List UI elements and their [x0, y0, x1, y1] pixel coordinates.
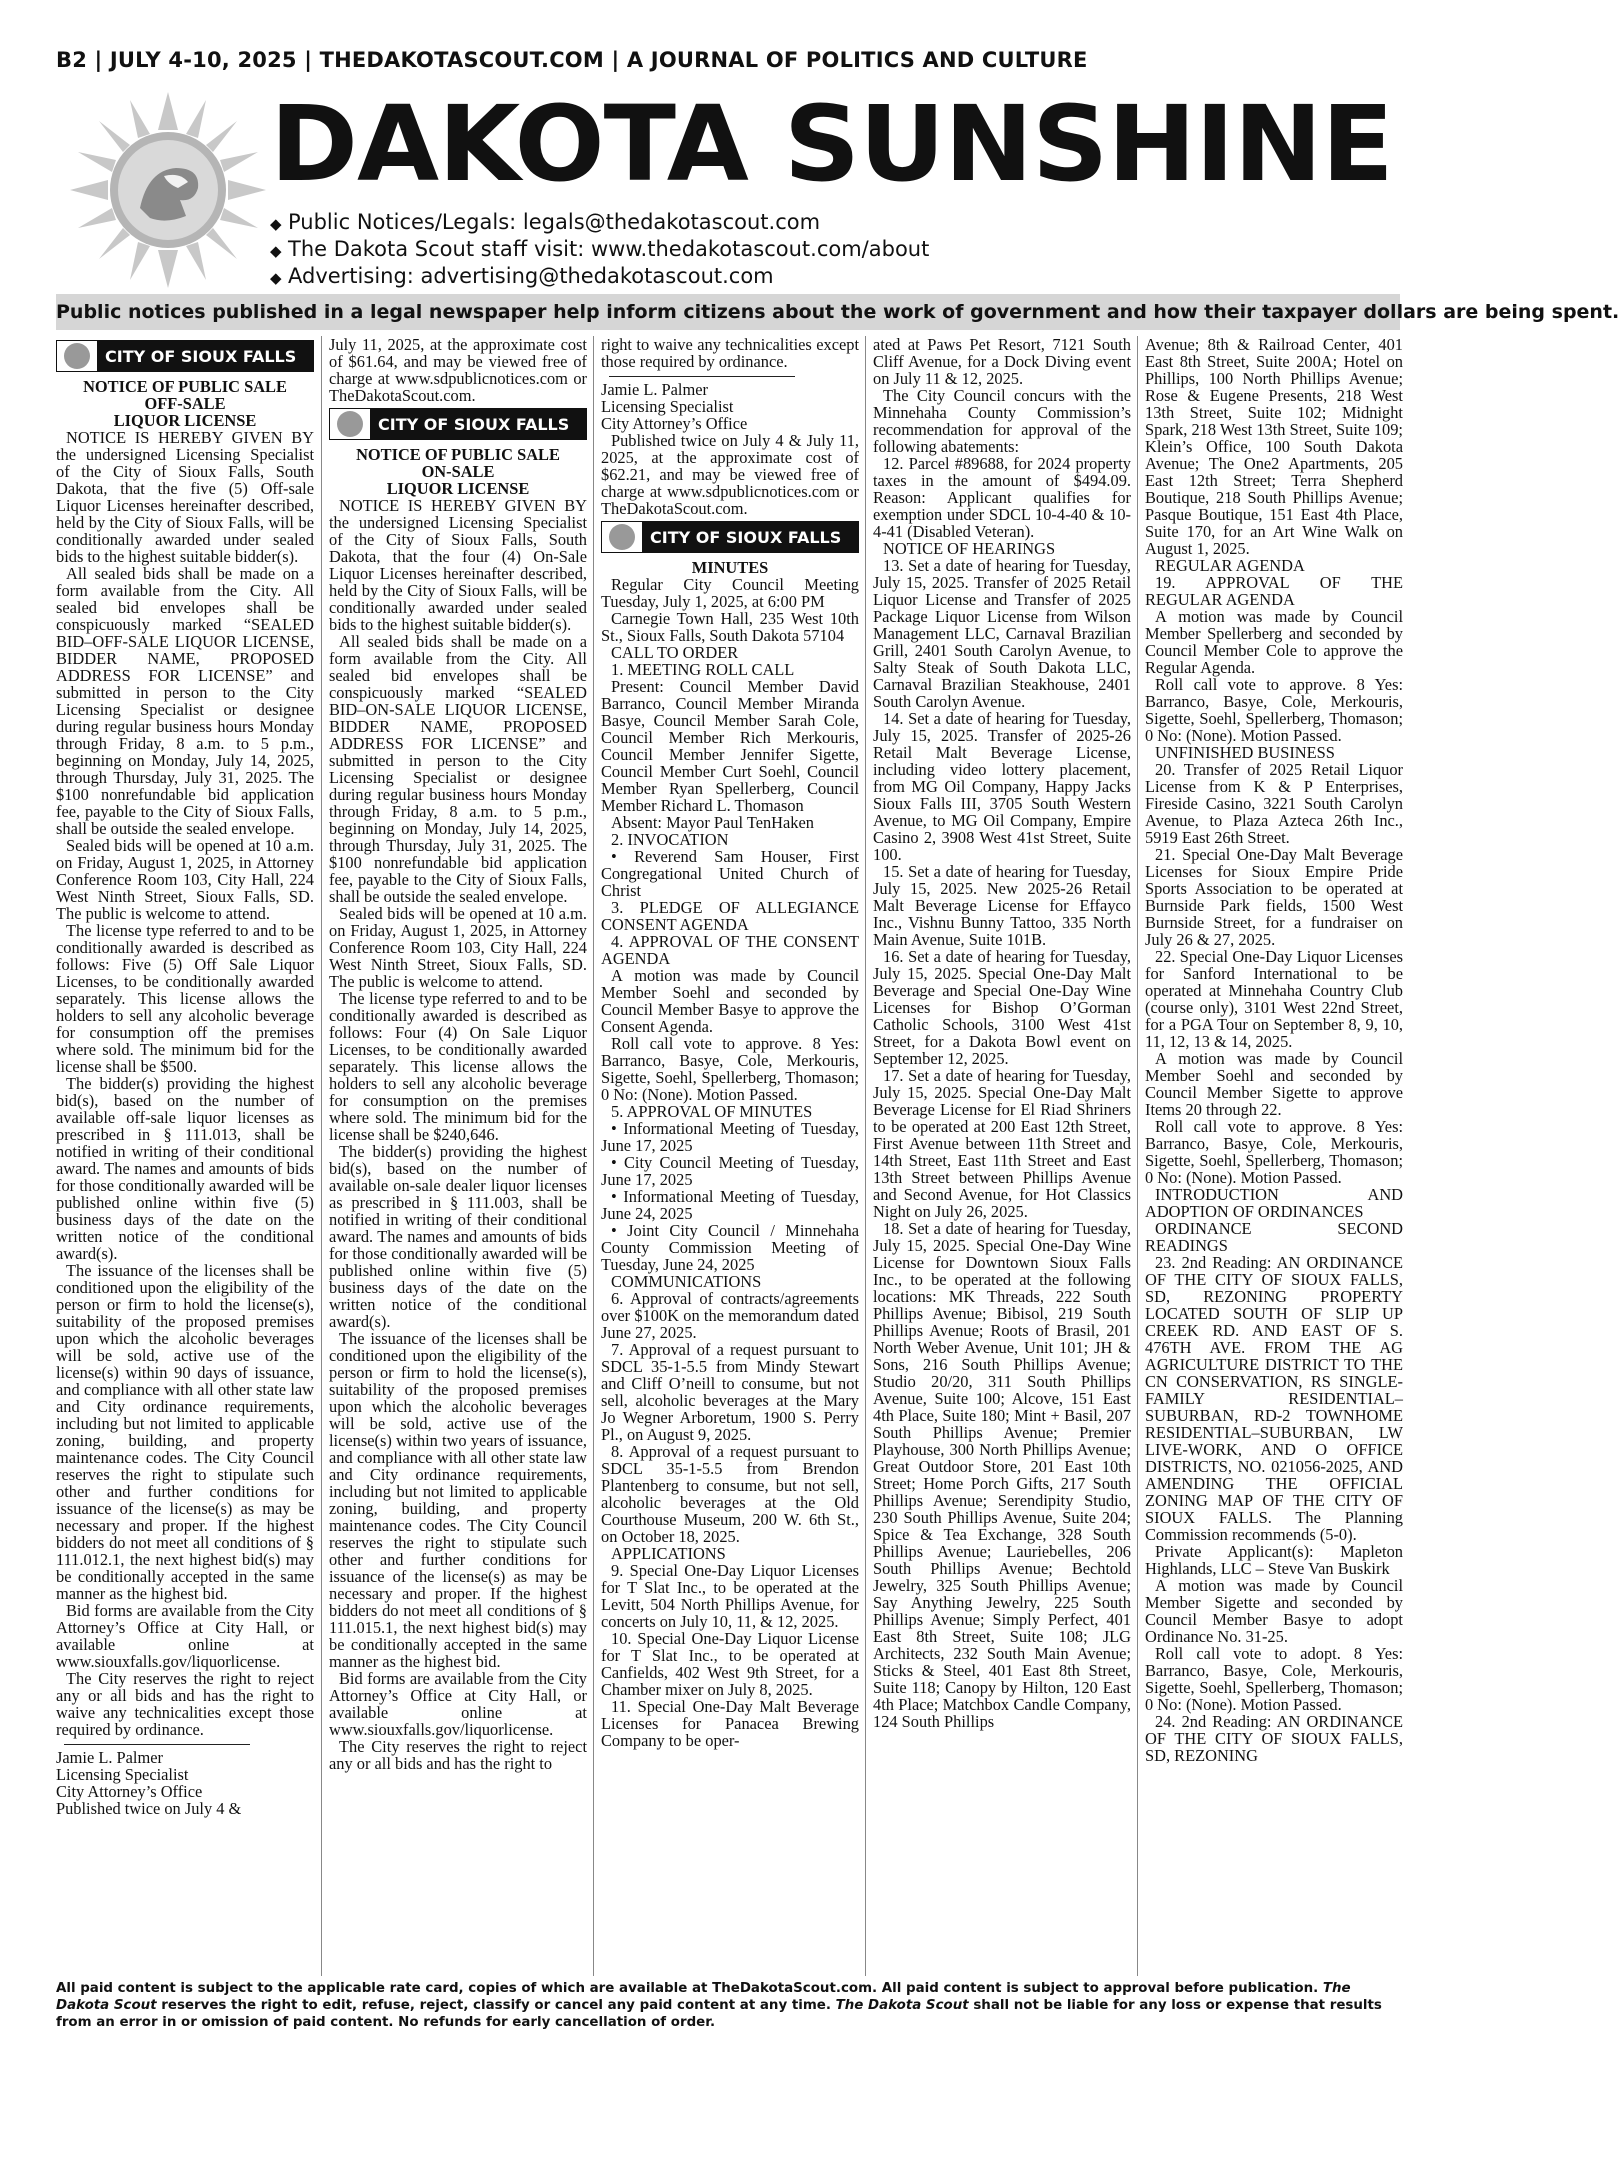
- minutes-line: Regular City Council Meeting Tuesday, July 1, 2025, at 6:00 PM: [601, 575, 859, 611]
- notice-paragraph: The issuance of the licenses shall be conditioned upon the eligibility of the person or firm to hold the license(s), suitability of the proposed premises upon which the alcoholic beverages will be sold, active use of the license(s) within 90 days of issuance, and compliance with all other state law and City ordinance requirements, including but not limited to applicable zoning, building, and property maintenance codes. The City Council reserves the right to stipulate such other and further conditions for issuance of the license(s) as may be necessary and proper. If the highest bidders do not meet all conditions of § 111.012.1, the next highest bid(s) may be conditionally accepted in the same manner as the highest bid.: [56, 1261, 314, 1603]
- contact-advertising: ◆ Advertising: advertising@thedakotascout.com: [270, 264, 929, 291]
- minutes-line: 15. Set a date of hearing for Tuesday, July 15, 2025. New 2025-26 Retail Malt Beverage License for Effayco Inc., Vishnu Bunny Tattoo, 335 North Main Avenue, Suite 101B.: [873, 862, 1131, 949]
- column-divider: [593, 336, 594, 1976]
- column-4: [873, 336, 1131, 1976]
- city-seal-icon: [602, 522, 642, 552]
- signature-rule: [609, 376, 795, 377]
- column-divider: [321, 336, 322, 1976]
- publication-note: Published twice on July 4 &: [56, 1799, 242, 1818]
- notice-paragraph: NOTICE IS HEREBY GIVEN BY the undersigned Licensing Specialist of the City of Sioux Falls, South Dakota, that the five (5) Off-sale Liquor Licenses hereinafter described, held by the City of Sioux Falls, will be conditionally awarded under sealed bids to the highest suitable bidder(s).: [56, 428, 314, 566]
- minutes-line: Roll call vote to approve. 8 Yes: Barranco, Basye, Cole, Merkouris, Sigette, Soehl, Spellerberg, Thomason; 0 No: (None). Motion Passed.: [601, 1034, 859, 1104]
- column-2: [329, 336, 587, 1976]
- public-notice-banner: Public notices published in a legal newspaper help inform citizens about the work of government and how their taxpayer dollars are being spent.: [56, 294, 1400, 330]
- notice-subtitle: LIQUOR LICENSE: [113, 411, 257, 430]
- notice-title: NOTICE OF PUBLIC SALE: [83, 377, 287, 396]
- diamond-bullet-icon: ◆: [270, 242, 282, 260]
- minutes-line: UNFINISHED BUSINESS: [1155, 743, 1335, 762]
- minutes-line: Private Applicant(s): Mapleton Highlands, LLC – Steve Van Buskirk: [1145, 1542, 1403, 1578]
- minutes-line: 7. Approval of a request pursuant to SDCL 35-1-5.5 from Mindy Stewart and Cliff O’neill to consume, but not sell, alcoholic beverages at the Mary Jo Wegner Arboretum, 1900 S. Perry Pl., on August 9, 2025.: [601, 1340, 859, 1444]
- minutes-line: 12. Parcel #89688, for 2024 property taxes in the amount of $494.09. Reason: Applicant qualifies for exemption under SDCL 10-4-40 & 10-4-41 (Disabled Veteran).: [873, 454, 1131, 541]
- notice-paragraph: Bid forms are available from the City Attorney’s Office at City Hall, or available online at www.siouxfalls.gov/liquorlicense.: [56, 1601, 314, 1671]
- publication-note: Published twice on July 4 & July 11, 2025, at the approximate cost of $62.21, and may be viewed free of charge at www.sdpublicnotices.com or TheDakotaScout.com.: [601, 431, 859, 518]
- notice-paragraph: The City reserves the right to reject any or all bids and has the right to: [329, 1737, 587, 1773]
- notice-subtitle: LIQUOR LICENSE: [386, 479, 530, 498]
- minutes-line: 1. MEETING ROLL CALL: [611, 660, 795, 679]
- minutes-line: 23. 2nd Reading: AN ORDINANCE OF THE CITY OF SIOUX FALLS, SD, REZONING PROPERTY LOCATED SOUTH OF SLIP UP CREEK RD. AND EAST OF S. 476TH AVE. FROM THE AG AGRICULTURE DISTRICT TO THE CN CONSERVATION, RS SINGLE-FAMILY RESIDENTIAL–SUBURBAN, RD-2 TOWNHOME RESIDENTIAL–SUBURBAN, LW LIVE-WORK, AND O OFFICE DISTRICTS, NO. 021056-2025, AND AMENDING THE OFFICIAL ZONING MAP OF THE CITY OF SIOUX FALLS. The Planning Commission recommends (5-0).: [1145, 1253, 1403, 1544]
- notice-subtitle: OFF-SALE: [144, 394, 226, 413]
- column-divider: [1137, 336, 1138, 1976]
- notice-paragraph: NOTICE IS HEREBY GIVEN BY the undersigned Licensing Specialist of the City of Sioux Falls, South Dakota, that the four (4) On-Sale Liquor Licenses hereinafter described, held by the City of Sioux Falls, will be conditionally awarded under sealed bids to the highest suitable bidder(s).: [329, 496, 587, 634]
- minutes-line: 9. Special One-Day Liquor Licenses for T Slat Inc., to be operated at the Levitt, 504 North Phillips Avenue, for concerts on July 10, 11, & 12, 2025.: [601, 1561, 859, 1631]
- publication-note: July 11, 2025, at the approximate cost of $61.64, and may be viewed free of charge at www.sdpublicnotices.com or TheDakotaScout.com.: [329, 335, 587, 405]
- paid-content-disclaimer: All paid content is subject to the applicable rate card, copies of which are available at TheDakotaScout.com. All paid content is subject to approval before publication. The Dakota Scout reserves the right to edit, refuse, reject, classify or cancel any paid content at any time. The Dakota Scout shall not be liable for any loss or expense that results from an error in or omission of paid content. No refunds for early cancellation of order.: [56, 1981, 1382, 2030]
- minutes-line: 5. APPROVAL OF MINUTES: [611, 1102, 813, 1121]
- section-header: CITY OF SIOUX FALLS: [601, 521, 859, 553]
- notice-paragraph: All sealed bids shall be made on a form available from the City. All sealed bid envelopes shall be conspicuously marked “SEALED BID–ON-SALE LIQUOR LICENSE, BIDDER NAME, PROPOSED ADDRESS FOR LICENSE” and submitted in person to the City Licensing Specialist or designee during regular business hours Monday through Friday, 8 a.m. to 5 p.m., beginning on Monday, July 14, 2025, through Thursday, July 31, 2025. The $100 nonrefundable bid application fee, payable to the City of Sioux Falls, shall be outside the sealed envelope.: [329, 632, 587, 906]
- minutes-line: A motion was made by Council Member Spellerberg and seconded by Council Member Cole to approve the Regular Agenda.: [1145, 607, 1403, 677]
- contact-staff: ◆ The Dakota Scout staff visit: www.thedakotascout.com/about: [270, 237, 929, 264]
- minutes-line: The City Council concurs with the Minnehaha County Commission’s recommendation for approval of the following abatements:: [873, 386, 1131, 456]
- notice-title: NOTICE OF PUBLIC SALE: [356, 445, 560, 464]
- minutes-line: 4. APPROVAL OF THE CONSENT AGENDA: [601, 932, 859, 968]
- city-seal-icon: [330, 409, 370, 439]
- notice-paragraph: The license type referred to and to be conditionally awarded is described as follows: Five (5) Off Sale Liquor Licenses, to be conditionally awarded separately. This license allows the holders to sell any alcoholic beverage for consumption off the premises where sold. The minimum bid for the license shall be $500.: [56, 921, 314, 1076]
- minutes-line: REGULAR AGENDA: [1155, 556, 1305, 575]
- minutes-line: 24. 2nd Reading: AN ORDINANCE OF THE CITY OF SIOUX FALLS, SD, REZONING: [1145, 1712, 1403, 1765]
- contact-legals: ◆ Public Notices/Legals: legals@thedakotascout.com: [270, 210, 929, 237]
- column-divider: [865, 336, 866, 1976]
- minutes-line: A motion was made by Council Member Sigette and seconded by Council Member Basye to adopt Ordinance No. 31-25.: [1145, 1576, 1403, 1646]
- minutes-line: INTRODUCTION AND ADOPTION OF ORDINANCES: [1145, 1185, 1403, 1221]
- minutes-line: A motion was made by Council Member Soehl and seconded by Council Member Sigette to approve Items 20 through 22.: [1145, 1049, 1403, 1119]
- minutes-line: Roll call vote to adopt. 8 Yes: Barranco, Basye, Cole, Merkouris, Sigette, Soehl, Spellerberg, Thomason; 0 No: (None). Motion Passed.: [1145, 1644, 1403, 1714]
- minutes-line: 17. Set a date of hearing for Tuesday, July 15, 2025. Special One-Day Malt Beverage License for El Riad Shriners to be operated at 200 East 12th Street, First Avenue between 11th Street and 14th Street, East 11th Street and East 13th Street between Phillips Avenue and Second Avenue, for Hot Classics Night on July 26, 2025.: [873, 1066, 1131, 1221]
- column-3: [601, 336, 859, 1976]
- notice-subtitle: ON-SALE: [421, 462, 495, 481]
- minutes-line: APPLICATIONS: [611, 1544, 726, 1563]
- notice-paragraph: The issuance of the licenses shall be conditioned upon the eligibility of the person or firm to hold the license(s), suitability of the proposed premises upon which the alcoholic beverages will be sold, active use of the license(s) within two years of issuance, and compliance with all other state law and City ordinance requirements, including but not limited to applicable zoning, building, and property maintenance codes. The City Council reserves the right to stipulate such other and further conditions for issuance of the license(s) as may be necessary and proper. If the highest bidders do not meet all conditions of § 111.015.1, the next highest bid(s) may be conditionally accepted in the same manner as the highest bid.: [329, 1329, 587, 1671]
- signature-name: Jamie L. Palmer: [56, 1748, 163, 1767]
- minutes-line: ated at Paws Pet Resort, 7121 South Cliff Avenue, for a Dock Diving event on July 11 & 12, 2025.: [873, 335, 1131, 388]
- minutes-line: NOTICE OF HEARINGS: [883, 539, 1056, 558]
- minutes-line: • Reverend Sam Houser, First Congregational United Church of Christ: [601, 847, 859, 900]
- column-1: [56, 336, 314, 1976]
- diamond-bullet-icon: ◆: [270, 269, 282, 287]
- newspaper-title: DAKOTA SUNSHINE: [270, 83, 1393, 205]
- minutes-line: 22. Special One-Day Liquor Licenses for Sanford International to be operated at Minnehaha Country Club (course only), 3101 West 22nd Street, for a PGA Tour on September 8, 9, 10, 11, 12, 13 & 14, 2025.: [1145, 947, 1403, 1051]
- signature-rule: [64, 1744, 250, 1745]
- minutes-line: Carnegie Town Hall, 235 West 10th St., Sioux Falls, South Dakota 57104: [601, 609, 859, 645]
- minutes-line: Roll call vote to approve. 8 Yes: Barranco, Basye, Cole, Merkouris, Sigette, Soehl, Spellerberg, Thomason; 0 No: (None). Motion Passed.: [1145, 1117, 1403, 1187]
- diamond-bullet-icon: ◆: [270, 215, 282, 233]
- notice-paragraph: The City reserves the right to reject any or all bids and has the right to waive any technicalities except those required by ordinance.: [56, 1669, 314, 1739]
- signature-title: Licensing Specialist: [601, 397, 734, 416]
- sun-logo-icon: [68, 90, 268, 290]
- notice-paragraph: The license type referred to and to be conditionally awarded is described as follows: Four (4) On Sale Liquor Licenses, to be conditionally awarded separately. This license allows the holders to sell any alcoholic beverage for consumption on the premises where sold. The minimum bid for the license shall be $240,646.: [329, 989, 587, 1144]
- contact-list: [270, 210, 929, 291]
- minutes-line: 19. APPROVAL OF THE REGULAR AGENDA: [1145, 573, 1403, 609]
- notice-paragraph: Sealed bids will be opened at 10 a.m. on Friday, August 1, 2025, in Attorney Conference Room 103, City Hall, 224 West Ninth Street, Sioux Falls, SD. The public is welcome to attend.: [329, 904, 587, 991]
- signature-title: Licensing Specialist: [56, 1765, 189, 1784]
- signature-office: City Attorney’s Office: [56, 1782, 203, 1801]
- minutes-line: Absent: Mayor Paul TenHaken: [611, 813, 814, 832]
- notice-paragraph: Sealed bids will be opened at 10 a.m. on Friday, August 1, 2025, in Attorney Conference Room 103, City Hall, 224 West Ninth Street, Sioux Falls, SD. The public is welcome to attend.: [56, 836, 314, 923]
- minutes-line: 13. Set a date of hearing for Tuesday, July 15, 2025. Transfer of 2025 Retail Liquor License and Transfer of 2025 Package Liquor License from Wilson Management LLC, Carnaval Brazilian Grill, 2401 South Carolyn Avenue, to Salty Steak of South Dakota LLC, Carnaval Brazilian Steakhouse, 2401 South Carolyn Avenue.: [873, 556, 1131, 711]
- page-dateline: B2 | JULY 4-10, 2025 | THEDAKOTASCOUT.COM | A JOURNAL OF POLITICS AND CULTURE: [56, 48, 1088, 72]
- minutes-line: CALL TO ORDER: [611, 643, 739, 662]
- minutes-line: • Informational Meeting of Tuesday, June 17, 2025: [601, 1119, 859, 1155]
- city-seal-icon: [57, 341, 97, 371]
- minutes-line: 16. Set a date of hearing for Tuesday, July 15, 2025. Special One-Day Malt Beverage and Special One-Day Wine Licenses for Bishop O’Gorman Catholic Schools, 3100 West 41st Street, for a Dakota Bowl event on September 12, 2025.: [873, 947, 1131, 1068]
- notice-paragraph: The bidder(s) providing the highest bid(s), based on the number of available on-sale dealer liquor licenses as prescribed in § 111.003, shall be notified in writing of their conditional award. The names and amounts of bids for those conditionally awarded will be published online within five (5) business days of the date on the written notice of the conditional award(s).: [329, 1142, 587, 1331]
- minutes-line: • City Council Meeting of Tuesday, June 17, 2025: [601, 1153, 859, 1189]
- notice-columns: [56, 335, 1403, 1976]
- minutes-line: Roll call vote to approve. 8 Yes: Barranco, Basye, Cole, Merkouris, Sigette, Soehl, Spellerberg, Thomason; 0 No: (None). Motion Passed.: [1145, 675, 1403, 745]
- minutes-line: 8. Approval of a request pursuant to SDCL 35-1-5.5 from Brendon Plantenberg to consume, but not sell, alcoholic beverages at the Old Courthouse Museum, 200 W. 6th St., on October 18, 2025.: [601, 1442, 859, 1546]
- minutes-line: • Informational Meeting of Tuesday, June 24, 2025: [601, 1187, 859, 1223]
- minutes-line: 11. Special One-Day Malt Beverage Licenses for Panacea Brewing Company to be oper-: [601, 1697, 859, 1750]
- minutes-line: A motion was made by Council Member Soehl and seconded by Council Member Basye to approve the Consent Agenda.: [601, 966, 859, 1036]
- minutes-line: 14. Set a date of hearing for Tuesday, July 15, 2025. Transfer of 2025-26 Retail Malt Beverage License, including video lottery placement, from MG Oil Company, Happy Jacks Sioux Falls III, 3705 South Western Avenue, to MG Oil Company, Empire Casino 2, 3908 West 41st Street, Suite 100.: [873, 709, 1131, 864]
- notice-paragraph: right to waive any technicalities except those required by ordinance.: [601, 335, 859, 371]
- minutes-line: Avenue; 8th & Railroad Center, 401 East 8th Street, Suite 200A; Hotel on Phillips, 100 North Phillips Avenue; Rose & Eugene Presents, 218 West 13th Street, Suite 102; Midnight Spark, 218 West 13th Street, Suite 109; Klein’s Office, 100 South Dakota Avenue; The One2 Apartments, 205 East 12th Street; Terra Shepherd Boutique, 218 South Phillips Avenue; Pasque Boutique, 151 East 4th Place, Suite 170, for an Art Wine Walk on August 1, 2025.: [1145, 335, 1403, 558]
- minutes-title: MINUTES: [691, 558, 769, 577]
- section-header: CITY OF SIOUX FALLS: [56, 340, 314, 372]
- signature-office: City Attorney’s Office: [601, 414, 748, 433]
- signature-name: Jamie L. Palmer: [601, 380, 708, 399]
- column-5: [1145, 336, 1403, 1976]
- minutes-line: 6. Approval of contracts/agreements over $100K on the memorandum dated June 27, 2025.: [601, 1289, 859, 1342]
- minutes-line: 3. PLEDGE OF ALLEGIANCE CONSENT AGENDA: [601, 898, 859, 934]
- minutes-line: 10. Special One-Day Liquor License for T Slat Inc., to be operated at Canfields, 402 West 9th Street, for a Chamber mixer on July 8, 2025.: [601, 1629, 859, 1699]
- minutes-line: COMMUNICATIONS: [611, 1272, 762, 1291]
- minutes-line: 20. Transfer of 2025 Retail Liquor License from K & P Enterprises, Fireside Casino, 3221 South Carolyn Avenue, to Plaza Azteca 26th Inc., 5919 East 26th Street.: [1145, 760, 1403, 847]
- notice-paragraph: The bidder(s) providing the highest bid(s), based on the number of available off-sale liquor licenses as prescribed in § 111.013, shall be notified in writing of their conditional award. The names and amounts of bids for those conditionally awarded will be published online within five (5) business days of the date on the written notice of the conditional award(s).: [56, 1074, 314, 1263]
- minutes-line: ORDINANCE SECOND READINGS: [1145, 1219, 1403, 1255]
- minutes-line: • Joint City Council / Minnehaha County Commission Meeting of Tuesday, June 24, 2025: [601, 1221, 859, 1274]
- minutes-line: 2. INVOCATION: [611, 830, 729, 849]
- minutes-line: Present: Council Member David Barranco, Council Member Miranda Basye, Council Member Sarah Cole, Council Member Rich Merkouris, Council Member Jennifer Sigette, Council Member Curt Soehl, Council Member Ryan Spellerberg, Council Member Richard L. Thomason: [601, 677, 859, 815]
- notice-paragraph: All sealed bids shall be made on a form available from the City. All sealed bid envelopes shall be conspicuously marked “SEALED BID–OFF-SALE LIQUOR LICENSE, BIDDER NAME, PROPOSED ADDRESS FOR LICENSE” and submitted in person to the City Licensing Specialist or designee during regular business hours Monday through Friday, 8 a.m. to 5 p.m., beginning on Monday, July 14, 2025, through Thursday, July 31, 2025. The $100 nonrefundable bid application fee, payable to the City of Sioux Falls, shall be outside the sealed envelope.: [56, 564, 314, 838]
- section-header: CITY OF SIOUX FALLS: [329, 408, 587, 440]
- notice-paragraph: Bid forms are available from the City Attorney’s Office at City Hall, or available online at www.siouxfalls.gov/liquorlicense.: [329, 1669, 587, 1739]
- minutes-line: 21. Special One-Day Malt Beverage Licenses for Sioux Empire Pride Sports Association to be operated at Burnside Park fields, 1500 West Burnside Street, for a fundraiser on July 26 & 27, 2025.: [1145, 845, 1403, 949]
- minutes-line: 18. Set a date of hearing for Tuesday, July 15, 2025. Special One-Day Wine License for Downtown Sioux Falls Inc., to be operated at the following locations: MK Threads, 222 South Phillips Avenue; Bibisol, 219 South Phillips Avenue; Roots of Brasil, 201 North Weber Avenue, Unit 101; JH & Sons, 216 South Phillips Avenue; Studio 20/20, 311 South Phillips Avenue, Suite 100; Alcove, 151 East 4th Place, Suite 180; Mint + Basil, 207 South Phillips Avenue; Premier Playhouse, 300 North Phillips Avenue; Great Outdoor Store, 201 East 10th Street; Home Porch Gifts, 217 South Phillips Avenue; Serendipity Studio, 230 South Phillips Avenue, Suite 204; Spice & Tea Exchange, 328 South Phillips Avenue; Lauriebelles, 206 South Phillips Avenue; Bechtold Jewelry, 325 South Phillips Avenue; Say Anything Jewelry, 225 South Phillips Avenue; Simply Perfect, 401 East 8th Street, Suite 108; JLG Architects, 232 South Main Avenue; Sticks & Steel, 401 East 8th Street, Suite 118; Canopy by Hilton, 120 East 4th Place; Matchbox Candle Company, 124 South Phillips: [873, 1219, 1131, 1731]
